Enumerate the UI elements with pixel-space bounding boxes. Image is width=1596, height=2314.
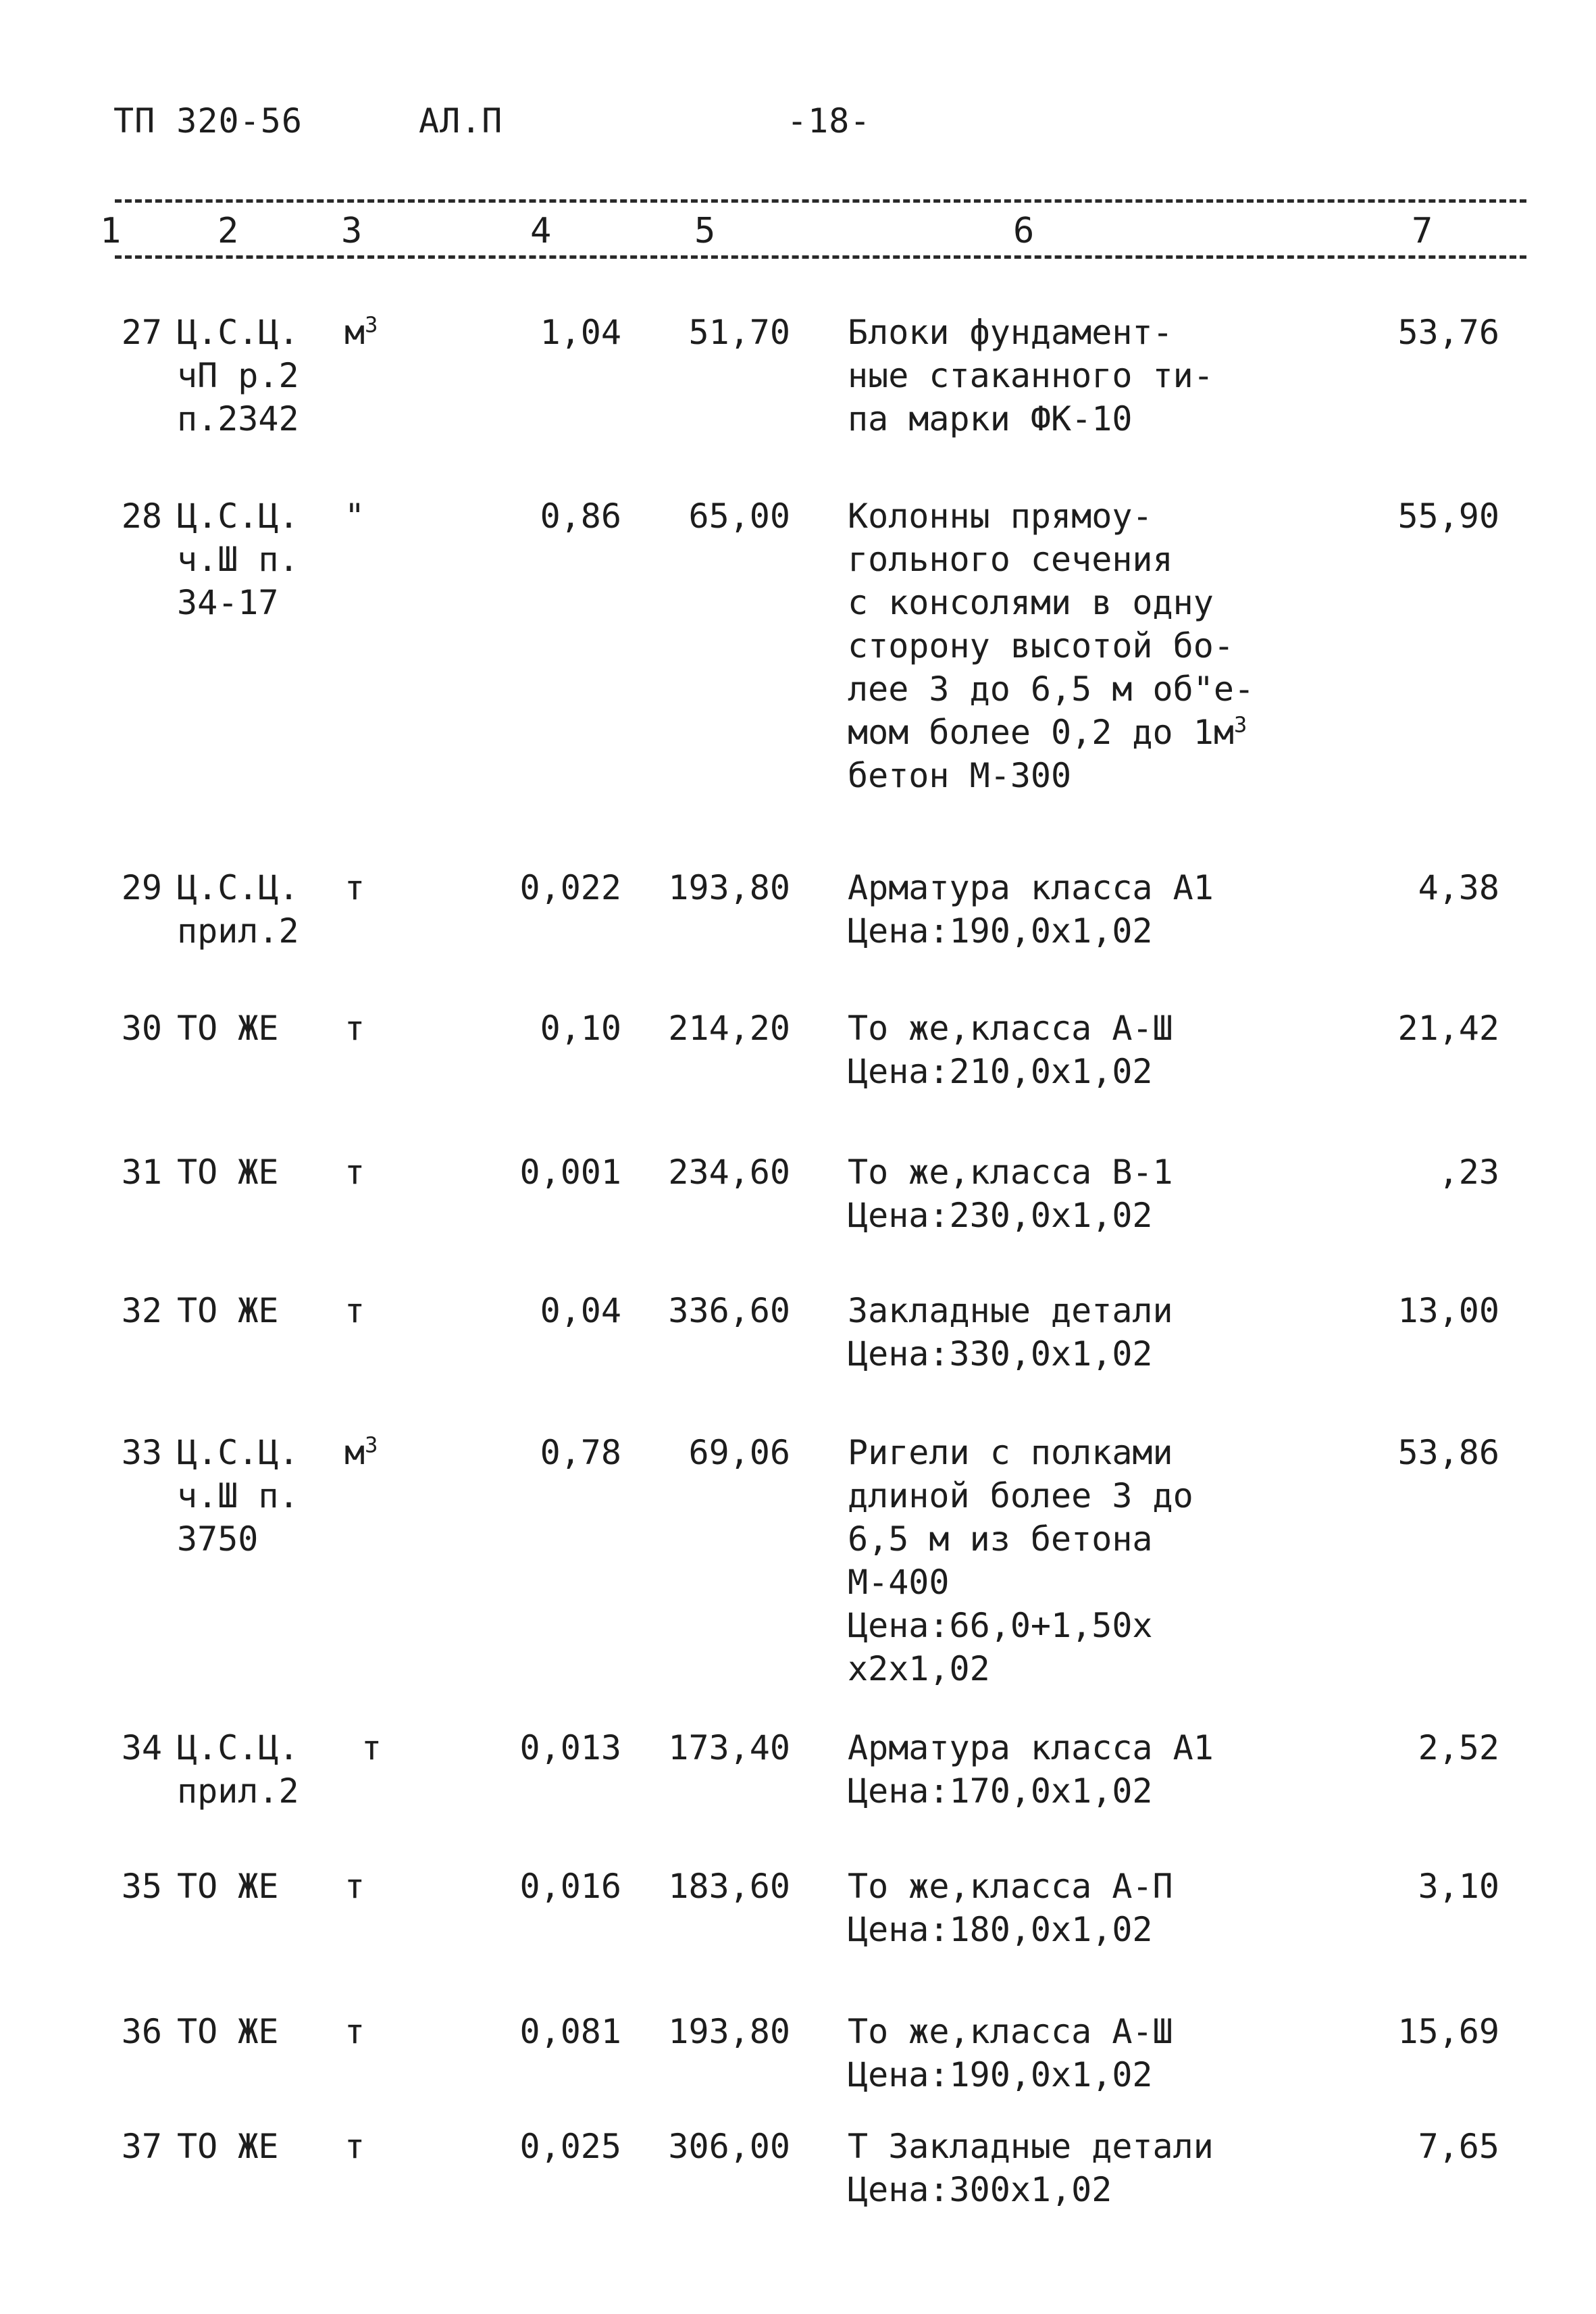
row-total: 55,90 — [1397, 497, 1499, 536]
row-unit: $м^3$ — [344, 1432, 378, 1472]
row-unit: $м^3$ — [344, 311, 378, 352]
row-total: ,23 — [1438, 1153, 1499, 1192]
row-quantity: 0,013 — [519, 1728, 621, 1767]
col-header-6: 6 — [1013, 211, 1035, 251]
col-header-7: 7 — [1412, 211, 1433, 251]
row-number: 35 — [121, 1867, 162, 1906]
col-header-1: 1 — [100, 211, 122, 251]
col-header-4: 4 — [530, 211, 552, 251]
row-total: 7,65 — [1418, 2127, 1499, 2166]
row-price: 306,00 — [668, 2127, 790, 2166]
row-quantity: 0,025 — [519, 2127, 621, 2166]
row-unit: т — [344, 1153, 365, 1192]
row-total: 4,38 — [1418, 868, 1499, 907]
row-unit: т — [344, 1291, 365, 1330]
row-unit: " — [344, 497, 365, 536]
row-quantity: 0,86 — [540, 497, 621, 536]
row-unit: т — [344, 1867, 365, 1906]
row-description: Блоки фундамент- ные стаканного ти- па марки ФК-10 — [848, 313, 1214, 438]
row-price: 183,60 — [668, 1867, 790, 1906]
row-number: 37 — [121, 2127, 162, 2166]
row-description: Арматура класса А1 Цена:190,0х1,02 — [848, 868, 1214, 951]
row-unit: т — [344, 2127, 365, 2166]
row-quantity: 0,001 — [519, 1153, 621, 1192]
row-quantity: 0,04 — [540, 1291, 621, 1330]
row-quantity: 0,10 — [540, 1009, 621, 1048]
row-total: 53,86 — [1397, 1433, 1499, 1472]
doc-code: ТП 320-56 — [113, 101, 303, 141]
row-description: То же,класса А-П Цена:180,0х1,02 — [848, 1867, 1173, 1949]
row-description: Арматура класса А1 Цена:170,0х1,02 — [848, 1728, 1214, 1811]
row-number: 36 — [121, 2012, 162, 2051]
row-total: 53,76 — [1397, 313, 1499, 352]
row-quantity: 0,022 — [519, 868, 621, 907]
album-label: АЛ.П — [419, 101, 503, 141]
row-description: То же,класса А-Ш Цена:210,0х1,02 — [848, 1009, 1173, 1091]
row-quantity: 0,016 — [519, 1867, 621, 1906]
row-description: Закладные детали Цена:330,0х1,02 — [848, 1291, 1173, 1374]
row-price: 193,80 — [668, 868, 790, 907]
col-header-5: 5 — [694, 211, 716, 251]
row-number: 28 — [121, 497, 162, 536]
row-price: 336,60 — [668, 1291, 790, 1330]
row-number: 34 — [121, 1728, 162, 1767]
row-price: 214,20 — [668, 1009, 790, 1048]
row-description: То же,класса В-1 Цена:230,0х1,02 — [848, 1153, 1173, 1235]
row-quantity: 1,04 — [540, 313, 621, 352]
row-description: То же,класса А-Ш Цена:190,0х1,02 — [848, 2012, 1173, 2094]
col-header-2: 2 — [217, 211, 239, 251]
row-total: 3,10 — [1418, 1867, 1499, 1906]
row-reference: Ц.С.Ц. прил.2 — [177, 868, 299, 951]
row-number: 32 — [121, 1291, 162, 1330]
row-total: 13,00 — [1397, 1291, 1499, 1330]
row-reference: ТО ЖЕ — [177, 1291, 279, 1330]
row-reference: Ц.С.Ц. прил.2 — [177, 1728, 299, 1811]
row-reference: Ц.С.Ц. чП р.2 п.2342 — [177, 313, 299, 438]
row-reference: ТО ЖЕ — [177, 1009, 279, 1048]
row-description: Ригели с полками длиной более 3 до 6,5 м из бетона М-400 Цена:66,0+1,50х х2х1,02 — [848, 1433, 1193, 1688]
row-price: 234,60 — [668, 1153, 790, 1192]
row-price: 65,00 — [688, 497, 790, 536]
row-number: 27 — [121, 313, 162, 352]
row-price: 69,06 — [688, 1433, 790, 1472]
row-number: 31 — [121, 1153, 162, 1192]
row-description: Т Закладные детали Цена:300х1,02 — [848, 2127, 1214, 2209]
row-unit: т — [344, 2012, 365, 2051]
row-number: 33 — [121, 1433, 162, 1472]
row-price: 193,80 — [668, 2012, 790, 2051]
row-quantity: 0,081 — [519, 2012, 621, 2051]
row-number: 29 — [121, 868, 162, 907]
row-total: 21,42 — [1397, 1009, 1499, 1048]
row-reference: ТО ЖЕ — [177, 2127, 279, 2166]
row-description: Колонны прямоу- гольного сечения с консолями в одну сторону высотой бо- лее 3 до 6,5 м об"е- мом более 0,2 до $1м^3$ бетон М-300 — [848, 497, 1255, 795]
row-unit: т — [344, 1009, 365, 1048]
page-number: -18- — [787, 101, 871, 141]
table-header-rule — [115, 255, 1526, 259]
table-top-rule — [115, 199, 1526, 203]
row-reference: ТО ЖЕ — [177, 2012, 279, 2051]
col-header-3: 3 — [341, 211, 363, 251]
row-price: 173,40 — [668, 1728, 790, 1767]
row-quantity: 0,78 — [540, 1433, 621, 1472]
row-price: 51,70 — [688, 313, 790, 352]
row-total: 15,69 — [1397, 2012, 1499, 2051]
row-number: 30 — [121, 1009, 162, 1048]
row-total: 2,52 — [1418, 1728, 1499, 1767]
row-unit: т — [361, 1728, 382, 1767]
row-reference: ТО ЖЕ — [177, 1867, 279, 1906]
row-unit: т — [344, 868, 365, 907]
row-reference: Ц.С.Ц. ч.Ш п. 3750 — [177, 1433, 299, 1559]
row-reference: Ц.С.Ц. ч.Ш п. 34-17 — [177, 497, 299, 622]
row-reference: ТО ЖЕ — [177, 1153, 279, 1192]
